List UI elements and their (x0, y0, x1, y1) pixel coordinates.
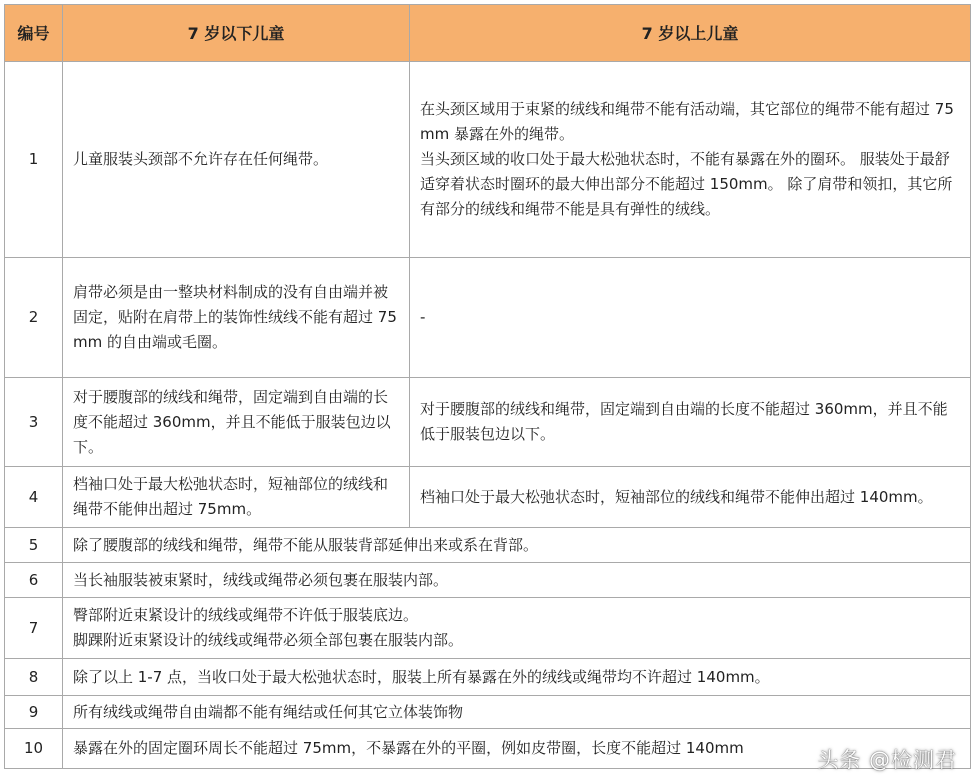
under-7-cell (63, 258, 410, 378)
cell-text: 臀部附近束紧设计的绒线或绳带不许低于服装底边。 (73, 606, 419, 624)
header-under-7: 7 岁以下儿童 (63, 5, 410, 62)
header-number: 编号 (5, 5, 63, 62)
table-row (5, 528, 971, 563)
row-number: 10 (5, 729, 63, 769)
table-row (5, 378, 971, 467)
over-7-cell (410, 467, 971, 528)
table-row (5, 62, 971, 258)
under-7-cell (63, 467, 410, 528)
cell-text: 暴露在外的固定圈环周长不能超过 75mm，不暴露在外的平圈，例如皮带圈，长度不能超过 140mm (73, 739, 744, 757)
cell-text: 档袖口处于最大松弛状态时，短袖部位的绒线和绳带不能伸出超过 140mm。 (420, 487, 933, 506)
drawstring-requirements-table (4, 4, 971, 769)
over-7-cell (410, 258, 971, 378)
watermark-text: 头条 @检测君 (817, 748, 957, 772)
under-7-cell (63, 62, 410, 258)
cell-text: 儿童服装头颈部不允许存在任何绳带。 (73, 150, 329, 168)
full-width-cell (63, 563, 971, 598)
cell-text: 所有绒线或绳带自由端都不能有绳结或任何其它立体装饰物 (73, 702, 464, 721)
row-number: 9 (5, 696, 63, 729)
header-over-7: 7 岁以上儿童 (410, 5, 971, 62)
row-number: 1 (5, 62, 63, 258)
full-width-cell (63, 659, 971, 696)
row-number: 3 (5, 378, 63, 467)
cell-text: 当长袖服装被束紧时，绒线或绳带必须包裹在服装内部。 (73, 570, 449, 589)
table-row (5, 563, 971, 598)
table-row (5, 659, 971, 696)
cell-text: 除了以上 1-7 点，当收口处于最大松弛状态时，服装上所有暴露在外的绒线或绳带均不许超过 140mm。 (73, 667, 770, 686)
full-width-cell (63, 598, 971, 659)
row-number: 2 (5, 258, 63, 378)
row-number: 6 (5, 563, 63, 598)
over-7-cell (410, 378, 971, 467)
row-number: 4 (5, 467, 63, 528)
cell-text: 肩带必须是由一整块材料制成的没有自由端并被固定，贴附在肩带上的装饰性绒线不能有超过 75mm 的自由端或毛圈。 (73, 283, 397, 351)
row-number: 5 (5, 528, 63, 563)
table-row (5, 467, 971, 528)
full-width-cell (63, 528, 971, 563)
cell-text: 脚踝附近束紧设计的绒线或绳带必须全部包裹在服装内部。 (73, 631, 464, 649)
table-row (5, 598, 971, 659)
over-7-cell (410, 62, 971, 258)
table-header-row (5, 5, 971, 62)
cell-text: - (420, 308, 426, 326)
cell-text: 对于腰腹部的绒线和绳带，固定端到自由端的长度不能超过 360mm，并且不能低于服装包边以下。 (73, 387, 391, 456)
row-number: 8 (5, 659, 63, 696)
cell-text: 除了腰腹部的绒线和绳带，绳带不能从服装背部延伸出来或系在背部。 (73, 535, 539, 554)
table-row (5, 258, 971, 378)
cell-text: 档袖口处于最大松弛状态时，短袖部位的绒线和绳带不能伸出超过 75mm。 (73, 475, 389, 518)
cell-text: 对于腰腹部的绒线和绳带，固定端到自由端的长度不能超过 360mm，并且不能低于服装包边以下。 (420, 400, 948, 443)
table-row (5, 696, 971, 729)
cell-text: 在头颈区域用于束紧的绒线和绳带不能有活动端，其它部位的绳带不能有超过 75mm 暴露在外的绳带。 (420, 100, 954, 143)
full-width-cell (63, 696, 971, 729)
row-number: 7 (5, 598, 63, 659)
under-7-cell (63, 378, 410, 467)
cell-text: 当头颈区域的收口处于最大松弛状态时，不能有暴露在外的圈环。 服装处于最舒适穿着状态时圈环的最大伸出部分不能超过 150mm。 除了肩带和领扣，其它所有部分的绒线和绳带不能是具有弹性的绒线。 (420, 150, 953, 218)
